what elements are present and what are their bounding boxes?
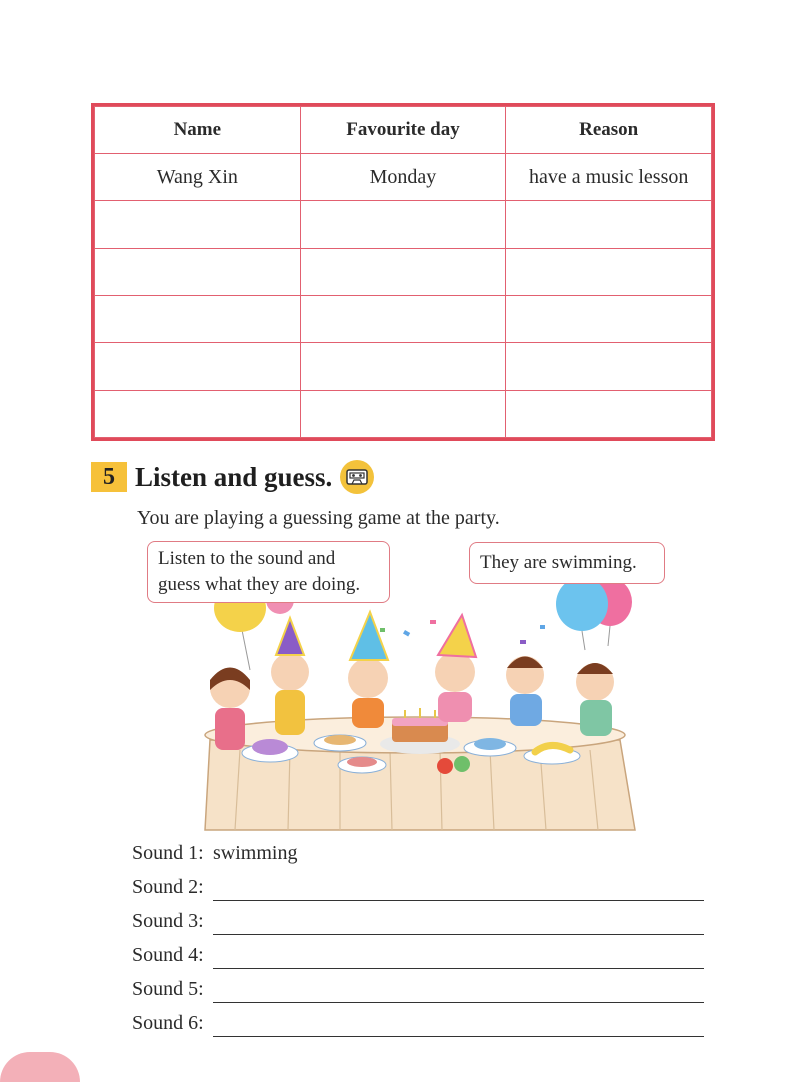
table-row [95, 343, 712, 390]
bubble-left-line1: Listen to the sound and [158, 548, 336, 569]
bubble-left-line2: guess what they are doing. [158, 574, 361, 595]
table-cell[interactable] [95, 201, 301, 248]
answer-list [132, 842, 704, 1046]
section-title: Listen and guess. [135, 461, 333, 492]
page-corner-decoration [0, 1052, 80, 1082]
section-number: 5 [91, 462, 127, 492]
answer-label: Sound 1: [132, 842, 204, 864]
table-cell[interactable] [506, 343, 712, 390]
header-name: Name [95, 107, 301, 154]
table-cell[interactable] [95, 248, 301, 295]
answer-row [132, 978, 704, 1012]
answer-label: Sound 4: [132, 944, 204, 966]
answer-row [132, 876, 704, 910]
answer-blank-line[interactable] [213, 934, 704, 935]
answer-label: Sound 5: [132, 978, 204, 1000]
header-favourite-day: Favourite day [300, 107, 506, 154]
answer-blank-line[interactable] [213, 1036, 704, 1037]
table-cell[interactable] [95, 343, 301, 390]
table-cell[interactable] [95, 295, 301, 342]
table-cell[interactable] [95, 390, 301, 437]
header-reason: Reason [506, 107, 712, 154]
answer-row [132, 910, 704, 944]
table-cell[interactable] [506, 248, 712, 295]
table-row [95, 154, 712, 201]
answer-row [132, 842, 704, 876]
table-cell: Monday [300, 154, 506, 201]
speech-bubble-left [147, 541, 390, 603]
table-cell[interactable] [300, 201, 506, 248]
instruction-text: You are playing a guessing game at the party. [137, 507, 500, 529]
table-row [95, 201, 712, 248]
table-grid [94, 106, 712, 438]
favourite-day-table [91, 103, 715, 441]
table-header-row [95, 107, 712, 154]
bubble-right-text: They are swimming. [480, 552, 637, 573]
answer-blank-line[interactable] [213, 900, 704, 901]
table-row [95, 295, 712, 342]
answer-value: swimming [213, 842, 298, 864]
speech-bubble-right [469, 542, 665, 584]
section-heading [91, 460, 374, 494]
answer-row [132, 944, 704, 978]
table-row [95, 390, 712, 437]
table-cell: have a music lesson [506, 154, 712, 201]
answer-label: Sound 3: [132, 910, 204, 932]
table-cell[interactable] [506, 295, 712, 342]
answer-blank-line[interactable] [213, 968, 704, 969]
table-cell[interactable] [506, 201, 712, 248]
table-cell[interactable] [300, 295, 506, 342]
answer-blank-line[interactable] [213, 1002, 704, 1003]
answer-row [132, 1012, 704, 1046]
table-cell[interactable] [300, 248, 506, 295]
table-cell: Wang Xin [95, 154, 301, 201]
table-cell[interactable] [506, 390, 712, 437]
table-cell[interactable] [300, 390, 506, 437]
table-cell[interactable] [300, 343, 506, 390]
cassette-icon[interactable] [340, 460, 374, 494]
table-row [95, 248, 712, 295]
answer-label: Sound 6: [132, 1012, 204, 1034]
answer-label: Sound 2: [132, 876, 204, 898]
